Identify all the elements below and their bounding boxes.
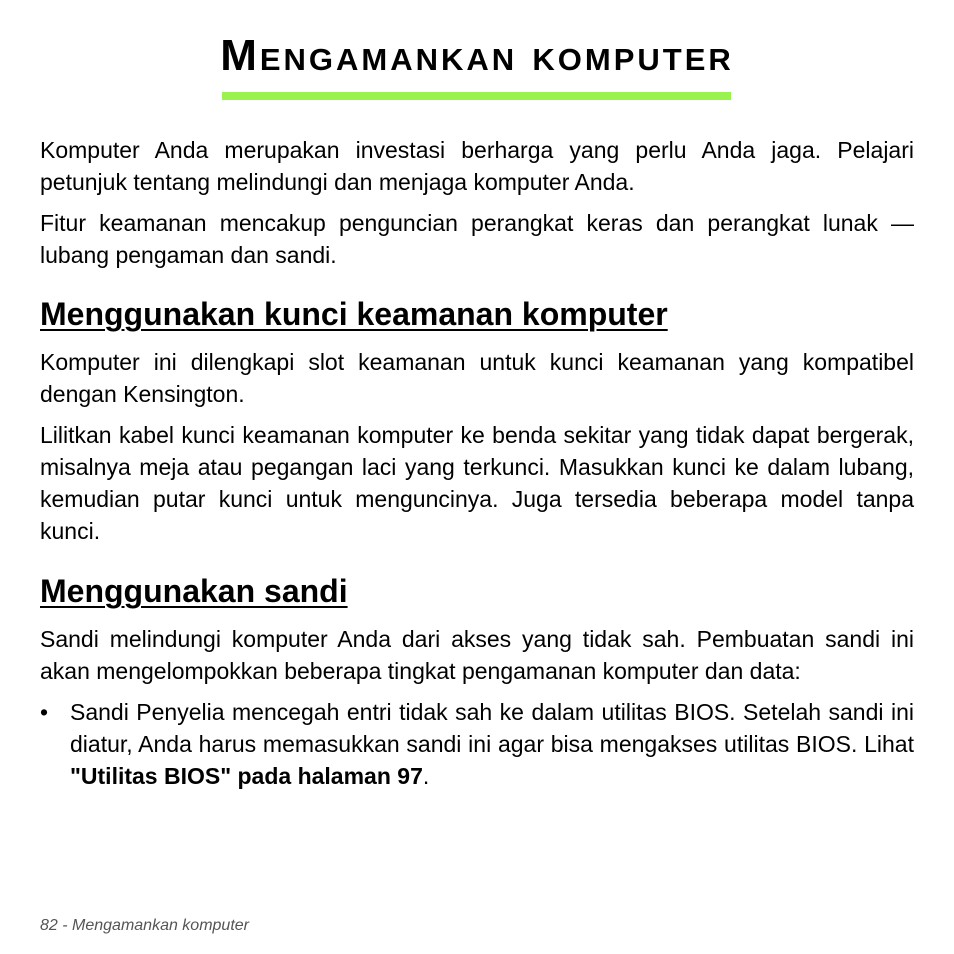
- title-underline-bar: [222, 92, 731, 100]
- heading-security-lock: Menggunakan kunci keamanan komputer: [40, 296, 668, 332]
- bullet-text: Sandi Penyelia mencegah entri tidak sah ke dalam utilitas BIOS. Setelah sandi ini diatur, Anda harus memasukkan sandi ini agar bisa mengakses utilitas BIOS. Lihat: [70, 699, 914, 757]
- list-item: [40, 696, 914, 792]
- lock-paragraph-2: Lilitkan kabel kunci keamanan komputer ke benda sekitar yang tidak dapat bergerak, misalnya meja atau pegangan laci yang terkunci. Masukkan kunci ke dalam lubang, kemudian putar kunci untuk menguncinya. Juga tersedia beberapa model tanpa kunci.: [40, 422, 914, 544]
- page-title: Mengamankan komputer: [220, 31, 734, 80]
- document-page: [40, 0, 914, 792]
- intro-paragraph-1: Komputer Anda merupakan investasi berharga yang perlu Anda jaga. Pelajari petunjuk tentang melindungi dan menjaga komputer Anda.: [40, 137, 914, 195]
- lock-paragraph-1: Komputer ini dilengkapi slot keamanan untuk kunci keamanan yang kompatibel dengan Kensington.: [40, 349, 914, 407]
- password-bullet-list: [40, 696, 914, 792]
- password-paragraph-1: Sandi melindungi komputer Anda dari akses yang tidak sah. Pembuatan sandi ini akan mengelompokkan beberapa tingkat pengamanan komputer dan data:: [40, 626, 914, 684]
- bullet-icon: •: [40, 699, 49, 725]
- page-footer: 82 - Mengamankan komputer: [40, 917, 249, 934]
- bios-cross-reference-link[interactable]: "Utilitas BIOS" pada halaman 97: [70, 763, 423, 789]
- intro-paragraph-2: Fitur keamanan mencakup penguncian perangkat keras dan perangkat lunak — lubang pengaman dan sandi.: [40, 210, 914, 268]
- bullet-end: .: [422, 763, 430, 789]
- heading-password: Menggunakan sandi: [40, 573, 348, 609]
